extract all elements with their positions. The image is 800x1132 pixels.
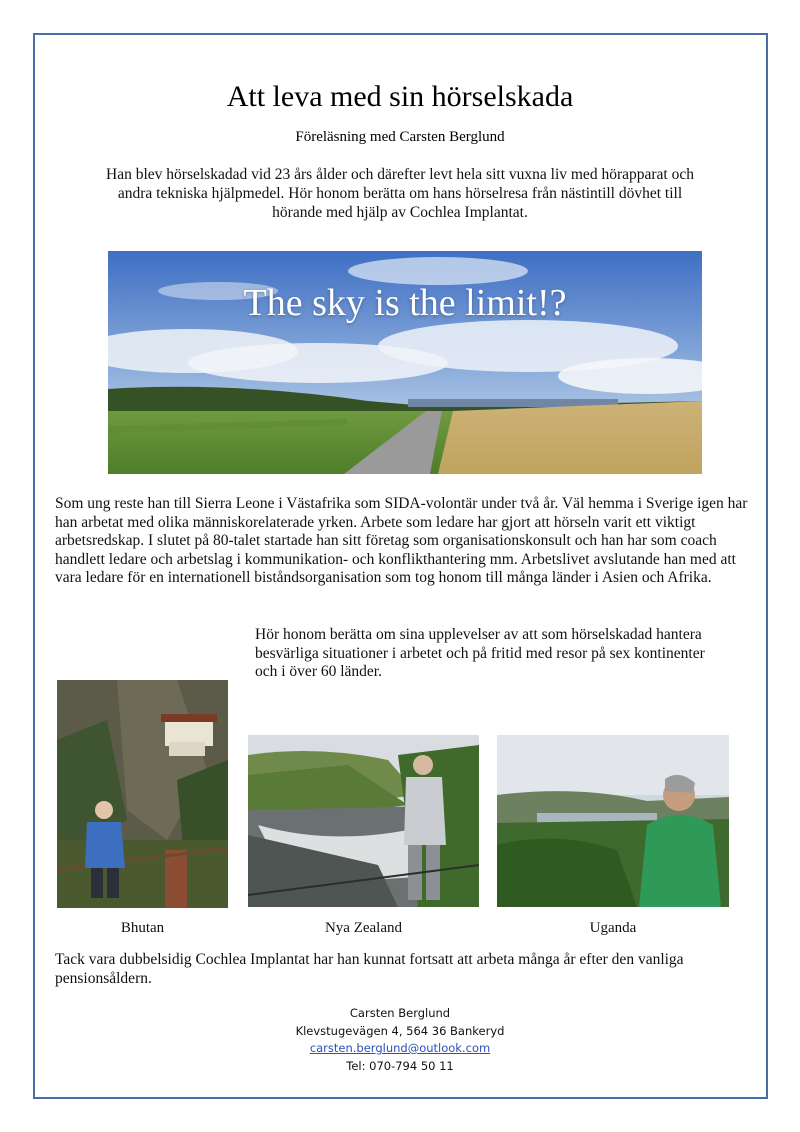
intro-paragraph: Han blev hörselskadad vid 23 års ålder och därefter levt hela sitt vuxna liv med hörapparat och andra tekniska hjälpmedel. Hör honom berätta om hans hörselresa från nästintill dövhet till hörande med hjälp av Cochlea Implantat. bbox=[106, 166, 694, 221]
contact-address: Klevstugevägen 4, 564 36 Bankeryd bbox=[295, 1023, 505, 1038]
caption-bhutan: Bhutan bbox=[120, 920, 165, 936]
page-title: Att leva med sin hörselskada bbox=[226, 80, 574, 113]
caption-nya-zealand: Nya Zealand bbox=[324, 920, 403, 936]
photo-uganda bbox=[497, 735, 729, 907]
contact-name: Carsten Berglund bbox=[349, 1006, 451, 1020]
photo-bhutan bbox=[57, 680, 228, 908]
caption-uganda: Uganda bbox=[589, 920, 637, 936]
biography-paragraph: Som ung reste han till Sierra Leone i Västafrika som SIDA-volontär under två år. Väl hemma i Sverige igen har han arbetat med olika människorelaterade yrken. Arbete som ledare har gjort att hörseln varit ett viktigt arbetsredskap. I slutet på 80-talet startade han sitt företag som organisationskonsult och han har som coach handlett ledare och arbetslag i kommunikation- och konflikthantering mm. Arbetslivet avslutande han med att vara ledare för en internationell biståndsorganisation som tog honom till många länder i Asien och Afrika. bbox=[55, 495, 748, 587]
experiences-paragraph: Hör honom berätta om sina upplevelser av att som hörselskadad hantera besvärliga situationer i arbetet och på fritid med resor på sex kontinenter och i över 60 länder. bbox=[255, 626, 705, 681]
new-zealand-coast-illustration bbox=[248, 735, 479, 907]
hero-caption: The sky is the limit!? bbox=[243, 282, 567, 324]
contact-phone: Tel: 070-794 50 11 bbox=[346, 1058, 454, 1073]
contact-email-link[interactable]: carsten.berglund@outlook.com bbox=[309, 1041, 491, 1055]
contact-block bbox=[0, 1005, 800, 1075]
closing-paragraph: Tack vara dubbelsidig Cochlea Implantat har han kunnat fortsatt att arbeta många år efter den vanliga pensionsåldern. bbox=[55, 951, 684, 987]
hero-image bbox=[108, 251, 702, 474]
photo-nya-zealand bbox=[248, 735, 479, 907]
page-subtitle: Föreläsning med Carsten Berglund bbox=[295, 129, 505, 145]
bhutan-cliff-illustration bbox=[57, 680, 228, 908]
uganda-landscape-illustration bbox=[497, 735, 729, 907]
